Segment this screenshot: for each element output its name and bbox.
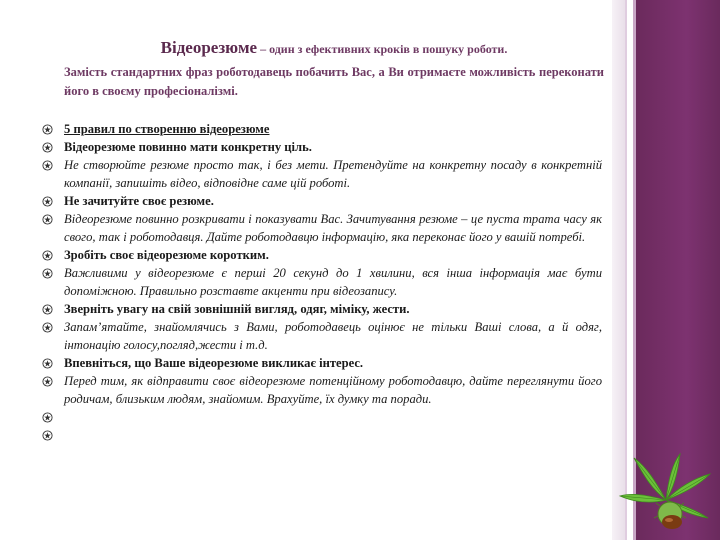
list-item-text: Перед тим, як відправити своє відеорезюме потенційному роботодавцю, дайте переглянути його родичам, близьким людям, знайомим. Врахуйте, їх думку та поради. (64, 374, 602, 406)
title-line (64, 38, 604, 59)
list-item-text: Не зачитуйте своє резюме. (64, 194, 214, 208)
list-item (42, 138, 602, 156)
circled-star-bullet-icon (42, 142, 53, 153)
list-item-text: Впевніться, що Ваше відеорезюме викликає інтерес. (64, 356, 364, 370)
circled-star-bullet-icon (42, 160, 53, 171)
list-item-text: Не створюйте резюме просто так, і без мети. Претендуйте на конкретну посаду в конкретній компанії, запишіть відео, відповідне саме цій роботі. (64, 158, 602, 190)
list-item (42, 300, 602, 318)
circled-star-bullet-icon (42, 412, 53, 423)
circled-star-bullet-icon (42, 124, 53, 135)
circled-star-bullet-icon (42, 214, 53, 225)
list-item (42, 408, 602, 426)
page-title: Відеорезюме (160, 38, 258, 57)
list-item (42, 372, 602, 408)
list-item (42, 192, 602, 210)
list-item-text: Відеорезюме повинно розкривати і показувати Вас. Зачитування резюме – це пуста трата часу як свого, так і роботодавця. Дайте роботодавцю інформацію, яка переконає його у вашій потребі. (64, 212, 602, 244)
circled-star-bullet-icon (42, 268, 53, 279)
list-item-text: Зробіть своє відеорезюме коротким. (64, 248, 269, 262)
list-item (42, 318, 602, 354)
list-item (42, 354, 602, 372)
circled-star-bullet-icon (42, 250, 53, 261)
list-item (42, 210, 602, 246)
title-tagline: – один з ефективних кроків в пошуку роботи. (257, 42, 508, 56)
page-subtitle: Замість стандартних фраз роботодавець побачить Вас, а Ви отримаєте можливість переконати його в своєму професіоналізмі. (64, 65, 604, 98)
list-item (42, 426, 602, 444)
circled-star-bullet-icon (42, 322, 53, 333)
list-item-text: Важливими у відеорезюме є перші 20 секунд до 1 хвилини, вся інша інформація має бути допоміжною. Правильно розставте акценти при відеозапису. (64, 266, 602, 298)
circled-star-bullet-icon (42, 304, 53, 315)
circled-star-bullet-icon (42, 430, 53, 441)
circled-star-bullet-icon (42, 358, 53, 369)
list-item-text: 5 правил по створенню відеорезюме (64, 122, 270, 136)
list-item (42, 246, 602, 264)
circled-star-bullet-icon (42, 196, 53, 207)
list-item (42, 156, 602, 192)
list-item (42, 120, 602, 138)
slide-header (64, 38, 604, 101)
list-item (42, 264, 602, 300)
list-item-text: Зверніть увагу на свій зовнішній вигляд, одяг, міміку, жести. (64, 302, 410, 316)
list-item-text: Відеорезюме повинно мати конкретну ціль. (64, 140, 312, 154)
circled-star-bullet-icon (42, 376, 53, 387)
chestnut-leaf-icon (616, 452, 716, 532)
bullet-list (42, 120, 602, 444)
list-item-text: Запам’ятайте, знайомлячись з Вами, роботодавець оцінює не тільки Ваші слова, а й одяг, інтонацію голосу,погляд,жести і т.д. (64, 320, 602, 352)
